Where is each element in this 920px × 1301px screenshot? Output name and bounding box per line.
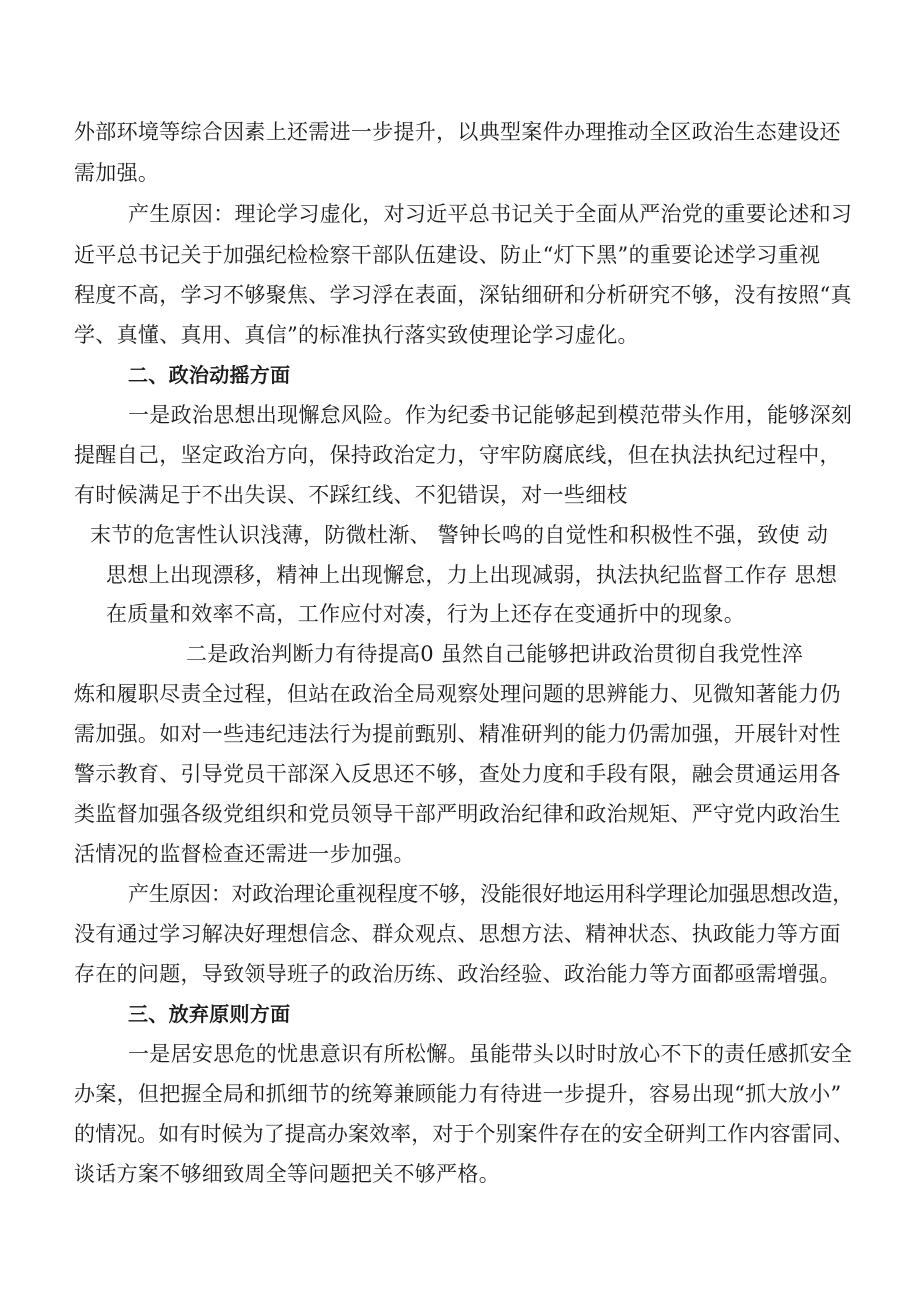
section-heading: 三、放弃原则方面	[128, 1002, 291, 1026]
text-line: 需加强。	[74, 161, 160, 185]
text-line: 办案，但把握全局和抓细节的统筹兼顾能力有待进一步提升，容易出现“抓大放小”	[74, 1082, 842, 1106]
text-line: 近平总书记关于加强纪检检察干部队伍建设、防止“灯下黑”的重要论述学习重视	[74, 243, 821, 267]
text-line: 提醒自己，坚定政治方向，保持政治定力，守牢防腐底线，但在执法执纪过程中，	[74, 443, 841, 467]
text-line: 一是政治思想出现懈怠风险。作为纪委书记能够起到模范带头作用，能够深刻	[128, 403, 853, 427]
text-line: 需加强。如对一些违纪违法行为提前甄别、精准研判的能力仍需加强，开展针对性	[74, 722, 841, 746]
text-line: 产生原因：理论学习虚化，对习近平总书记关于全面从严治党的重要论述和习	[128, 202, 853, 226]
text-line: 活情况的监督检查还需进一步加强。	[74, 842, 415, 866]
text-line: 产生原因：对政治理论重视程度不够，没能很好地运用科学理论加强思想改造，	[128, 882, 853, 906]
text-line: 谈话方案不够细致周全等问题把关不够严格。	[74, 1162, 500, 1186]
text-line: 的情况。如有时候为了提高办案效率，对于个别案件存在的安全研判工作内容雷同、	[74, 1122, 854, 1146]
text-line: 没有通过学习解决好理想信念、群众观点、思想方法、精神状态、执政能力等方面	[74, 922, 841, 946]
text-line: 炼和履职尽责全过程，但站在政治全局观察处理问题的思辨能力、见微知著能力仍	[74, 682, 841, 706]
text-line: 程度不高，学习不够聚焦、学习浮在表面，深钻细研和分析研究不够，没有按照“真	[74, 283, 852, 307]
section-heading: 二、政治动摇方面	[128, 363, 291, 387]
text-line: 学、真懂、真用、真信”的标准执行落实致使理论学习虚化。	[74, 323, 639, 347]
text-line: 外部环境等综合因素上还需进一步提升，以典型案件办理推动全区政治生态建设还	[74, 120, 841, 144]
text-line: 在质量和效率不高，工作应付对凑，行为上还存在变通折中的现象。	[106, 602, 745, 626]
text-line: 有时候满足于不出失误、不踩红线、不犯错误，对一些细枝	[74, 483, 628, 507]
text-line: 警示教育、引导党员干部深入反思还不够，查处力度和手段有限，融会贯通运用各	[74, 762, 841, 786]
text-line: 一是居安思危的忧患意识有所松懈。虽能带头以时时放心不下的责任感抓安全	[128, 1042, 853, 1066]
text-line: 二是政治判断力有待提高0 虽然自己能够把讲政治贯彻自我党性淬	[186, 642, 804, 666]
text-line: 末节的危害性认识浅薄，防微杜渐、 警钟长鸣的自觉性和积极性不强，致使 动	[90, 523, 829, 547]
text-line: 存在的问题，导致领导班子的政治历练、政治经验、政治能力等方面都亟需增强。	[74, 962, 841, 986]
text-line: 类监督加强各级党组织和党员领导干部严明政治纪律和政治规矩、严守党内政治生	[74, 802, 841, 826]
text-line: 思想上出现漂移，精神上出现懈怠，力上出现减弱，执法执纪监督工作存 思想	[106, 563, 838, 587]
